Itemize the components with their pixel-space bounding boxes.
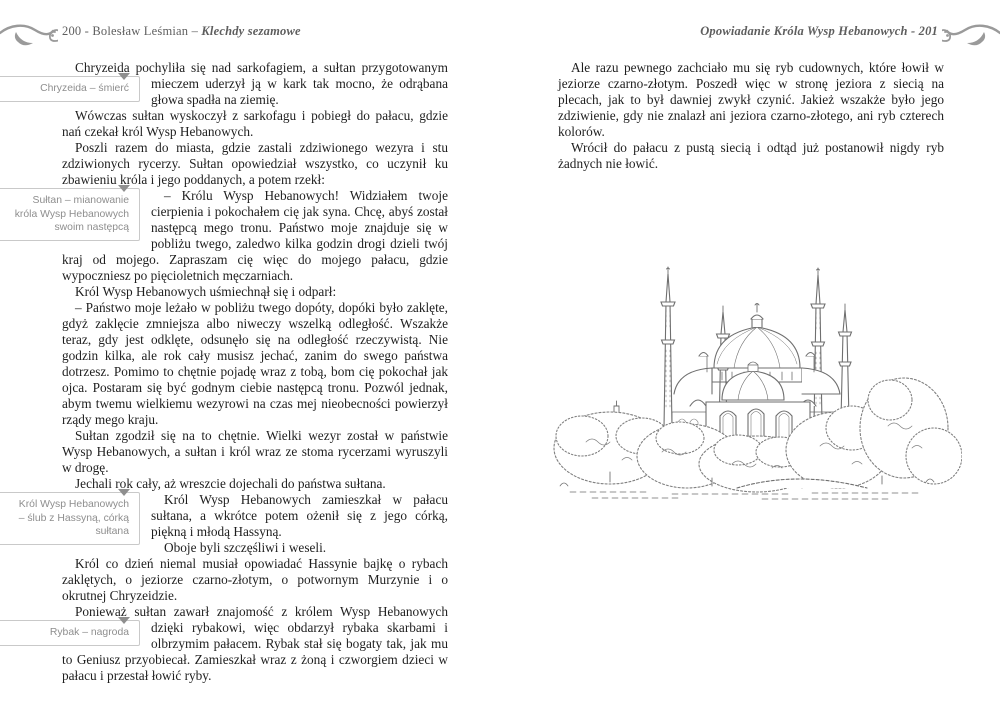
minaret-icon [811,268,825,424]
paragraph: Król Wysp Hebanowych – ślub z Hassyną, córką sułtana Król Wysp Hebanowych zamieszkał w pałacu sułtana, a wkrótce potem ożenił się z jego córką, piękną i młodą Hassyną. [62,492,448,540]
paragraph-lead-line: Ponieważ sułtan zawarł znajomość z królem Wysp Hebanowych [75,604,448,619]
paragraph: Król co dzień niemal musiał opowiadać Hassynie bajkę o rybach zaklętych, o jeziorze czarno-złotym, o potwornym Murzynie i o okrutnej Chryzeidzie. [62,556,448,603]
right-running-head [700,24,938,39]
paragraph: Sułtan zgodził się na to chętnie. Wielki wezyr został w państwie Wysp Hebanowych, a sułtan i król wraz ze stoma rycerzami wyruszyli w drogę. [62,428,448,475]
minaret-icon [661,267,675,428]
paragraph: Sułtan – mianowanie króla Wysp Hebanowych swoim następcą – Królu Wysp Hebanowych! Widziałem twoje cierpienia i pokochałem cię jak syna. Chcę, abyś został następcą mego tronu. Państwo moje znajduje się w pobliżu twego, zaledwo kilka godzin drogi dzieli twój kraj od mojego. Zapraszam cię więc do mojego pałacu, gdzie wypoczniesz po pięcioletnich męczarniach. [62,188,448,284]
paragraph [49,604,448,684]
margin-note: Sułtan – mianowanie króla Wysp Hebanowych swoim następcą [0,188,140,241]
paragraph: Poszli razem do miasta, gdzie zastali zdziwionego wezyra i stu zdziwionych rycerzy. Sułtan opowiedział wszystko, co uczynił ku zbawieniu króla i jego poddanych, a potem rzekł: [62,140,448,187]
margin-note: Król Wysp Hebanowych – ślub z Hassyną, córką sułtana [0,492,140,545]
paragraph: Ale razu pewnego zachciało mu się ryb cudownych, które łowił w jeziorze czarno-złotym. Poszedł więc w stronę jeziora z siecią na plecach, jak to był dawniej zwykł czynić. Jakież wszakże było jego zdziwienie, gdy nie znalazł ani jeziora czarno-złotego, ani ryb czterech kolorów. [558,60,944,139]
running-head-author: 200 - Bolesław Leśmian – [62,24,202,38]
paragraph: Jechali rok cały, aż wreszcie dojechali do państwa sułtana. [75,476,386,491]
paragraph [40,60,448,108]
margin-note: Chryzeida – śmierć [0,76,140,102]
paragraph: Oboje byli szczęśliwi i weseli. [164,540,327,555]
corner-flourish-icon [942,18,1000,60]
paragraph-rest: Chryzeida – śmierć mieczem uderzył ją w kark tak mocno, że odrąbana głowa spadła na ziemię. [62,76,448,108]
running-head-book-title: Klechdy sezamowe [201,24,301,38]
paragraph: Wówczas sułtan wyskoczył z sarkofagu i pobiegł do pałacu, gdzie nań czekał król Wysp Hebanowych. [62,108,448,139]
paragraph-lead-line: Chryzeida pochyliła się nad sarkofagiem, a sułtan przygotowanym [75,60,448,75]
left-running-head [62,24,301,39]
paragraph: Wrócił do pałacu z pustą siecią i odtąd już postanowił nigdy ryb żadnych nie łowić. [558,140,944,171]
minaret-icon [839,304,852,420]
paragraph: – Państwo moje leżało w pobliżu twego dopóty, dopóki było zaklęte, gdyż zaklęcie zmniejsza albo niweczy wszelką odległość. Wszakże teraz, gdy jest odklęte, odsunęło się na odległość rzeczywistą. Nie godzin kilka, ale rok cały musisz jechać, zanim do swego państwa dotrzesz. Pomimo to chętnie pojadę wraz z tobą, bom cię pokochał jak ojca. Postaram się być godnym ciebie następcą tronu. Pozwól jednak, abym twemu wielkiemu wezyrowi na czas mej nieobecności powierzył rządy mego kraju. [62,300,448,427]
mosque-illustration [552,258,962,502]
paragraph-rest: Rybak – nagroda dzięki rybakowi, więc obdarzył rybaka skarbami i olbrzymim pałacem. Rybak stał się bogaty tak, jak mu to Geniusz przyobiecał. Zamieszkał wraz z żoną i czworgiem dzieci w pałacu i przestał łowić ryby. [62,620,448,684]
running-head-chapter: Opowiadanie Króla Wysp Hebanowych - 201 [700,24,938,38]
paragraph: Król Wysp Hebanowych uśmiechnął się i odparł: [75,284,337,299]
right-page-text-column [558,60,944,172]
corner-flourish-icon [0,18,58,60]
margin-note: Rybak – nagroda [0,620,140,646]
left-page-text-column [14,60,448,684]
